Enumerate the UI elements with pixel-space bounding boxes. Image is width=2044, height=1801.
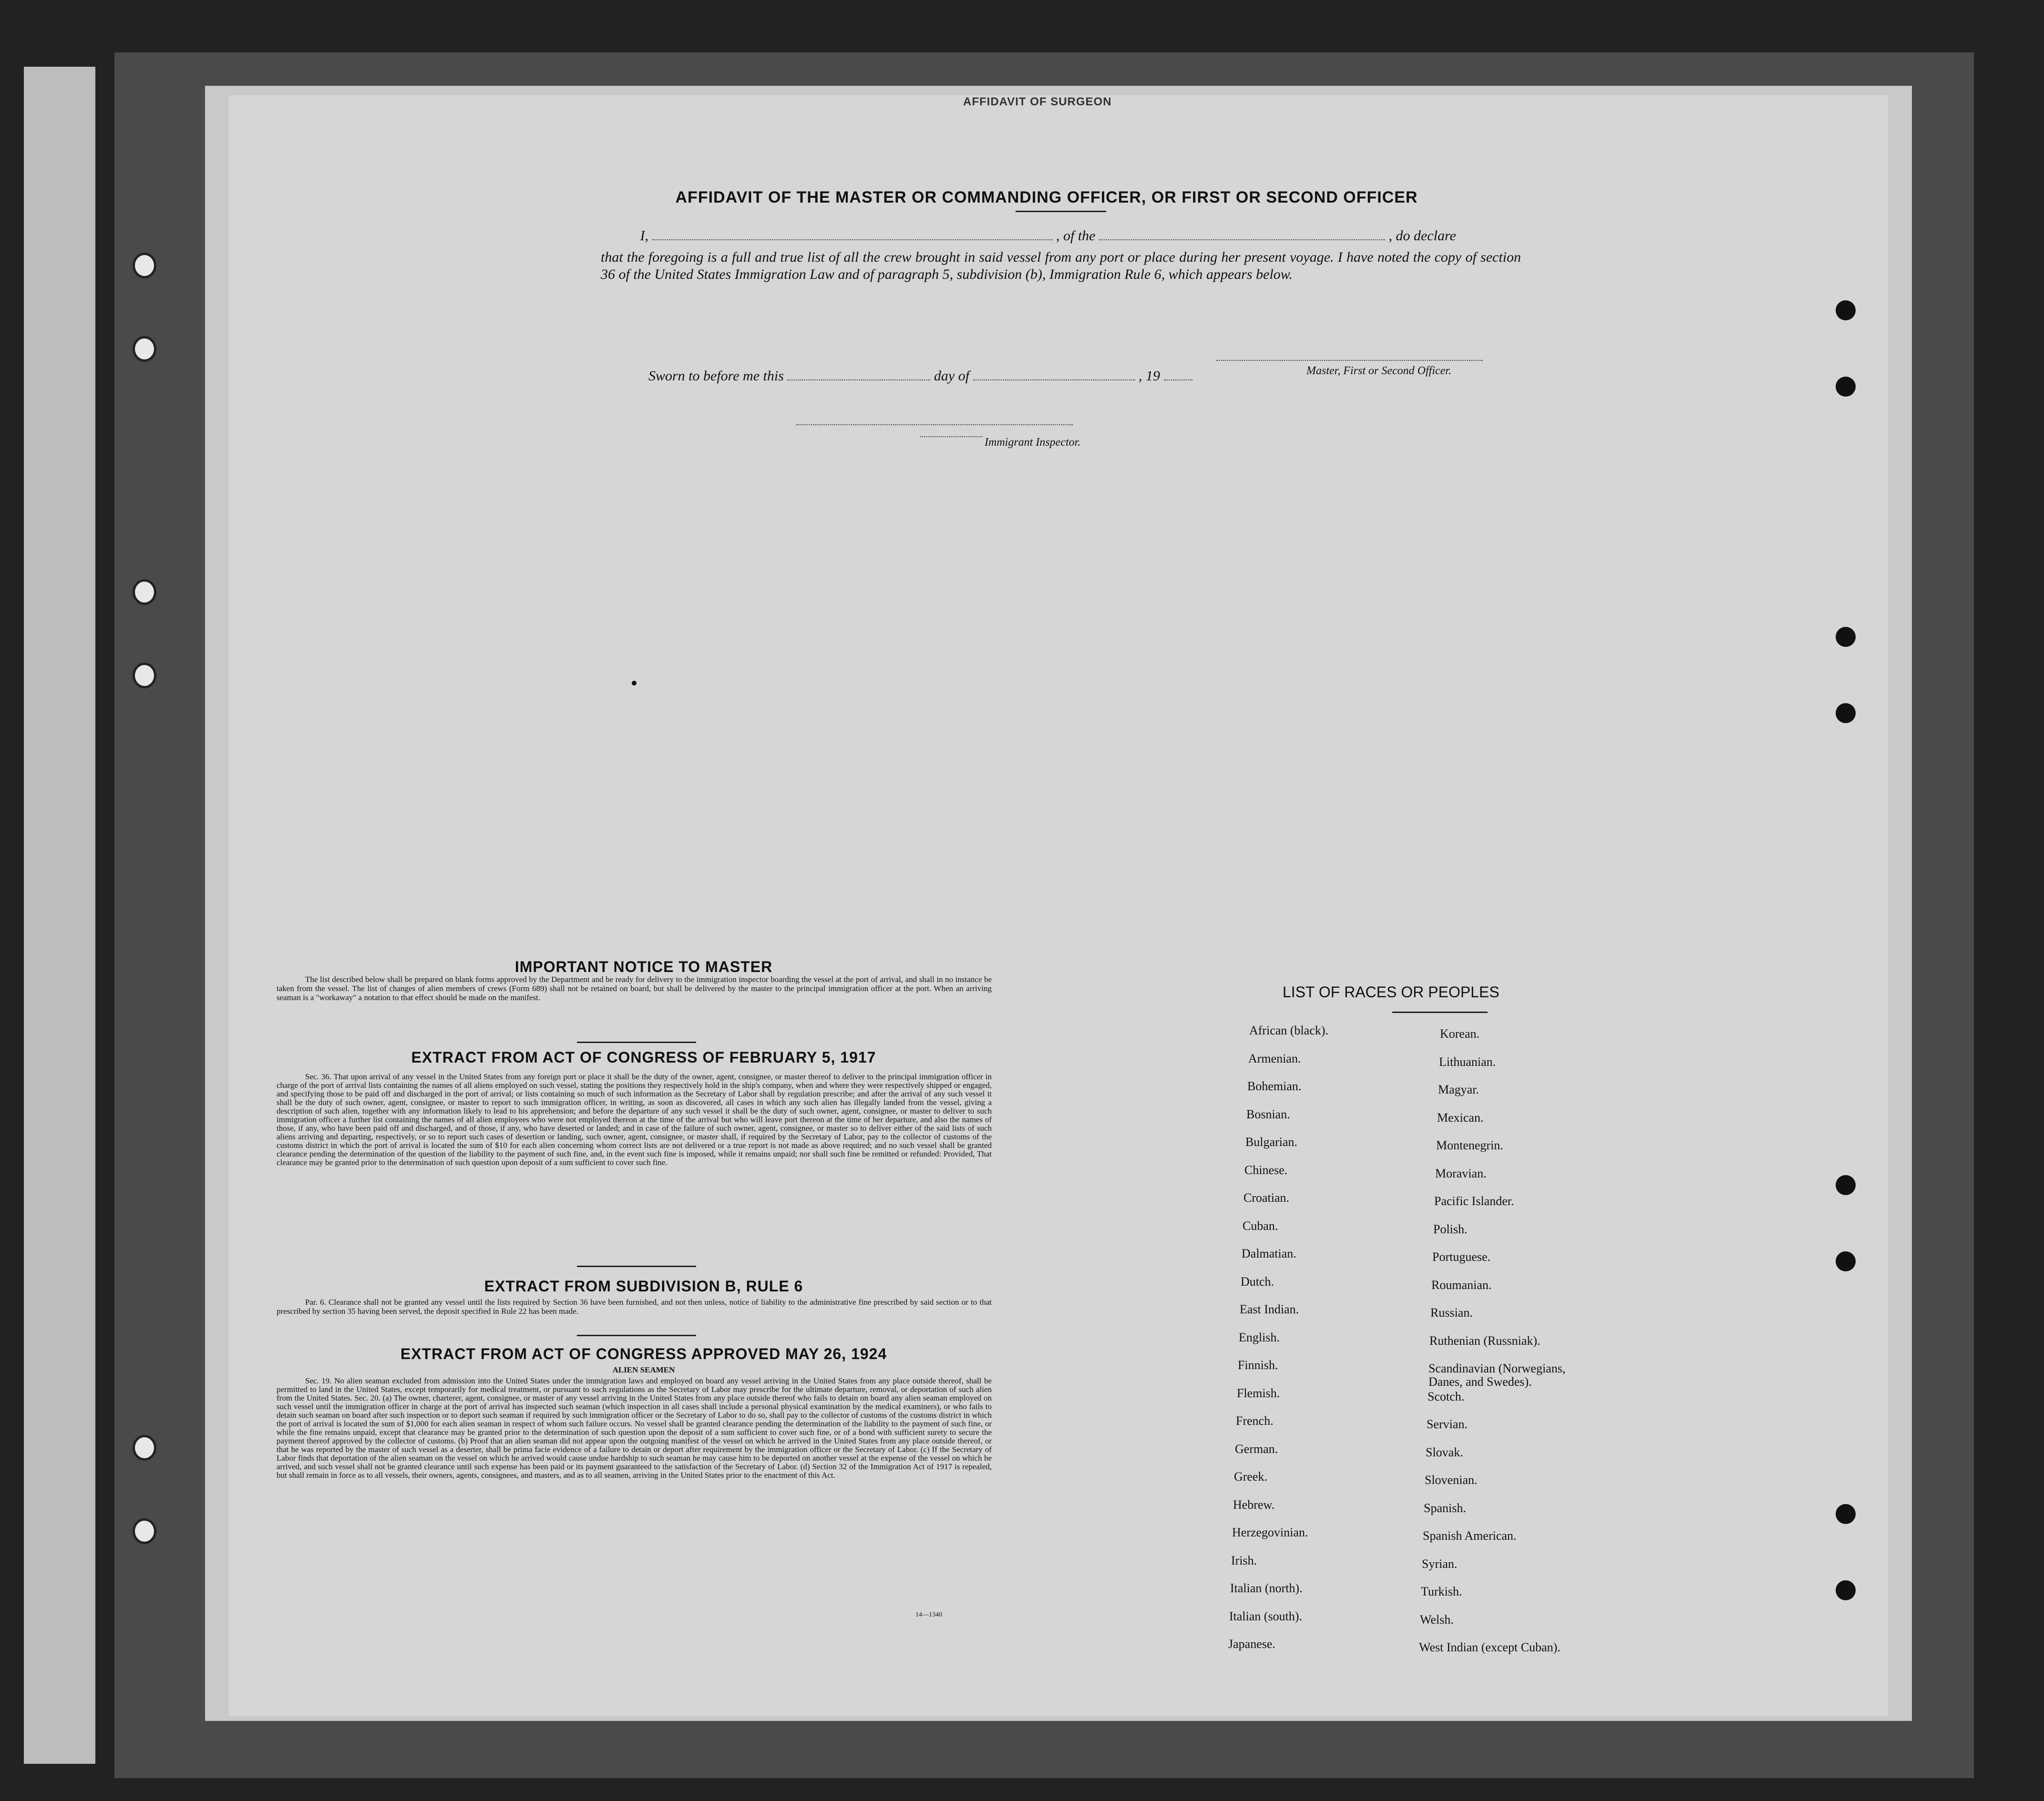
race-item: Magyar. (1438, 1083, 1479, 1096)
punch-hole (1836, 703, 1856, 723)
race-item: Ruthenian (Russniak). (1429, 1333, 1541, 1348)
extract-1924-text: Sec. 19. No alien seaman excluded from admission into the United States under the immigration laws and employed on board any vessel arriving in the United States from any place outside thereof, shall be permitted to land in the United States, except temporarily for medical treatment, or pursuant to such regulations as the Secretary of Labor may prescribe for the ultimate departure, removal, or deportation of such alien from the United States. Sec. 20. (a) The owner, charterer, agent, consignee, or master of any vessel arriving in the United States from any place outside thereof who fails to detain on board any alien seaman employed on such vessel until the immigration officer in charge at the port of arrival has inspected such seaman (which inspection in all cases shall include a personal physical examination by the medical examiners), or who fails to detain such seaman on board after such inspection or to deport such seaman if required by such immigration officer or the Secretary of Labor to do so, shall pay to the collector of customs of the customs district in which the port of arrival is located the sum of $1,000 for each alien seaman in respect of whom such failure occurs. No vessel shall be granted clearance pending the determination of the liability to the payment of such fine, or while the fine remains unpaid, except that clearance may be granted prior to the determination of such question upon the deposit of a sum sufficient to cover such fine, or of a bond with sufficient surety to secure the payment thereof approved by the collector of customs. (b) Proof that an alien seaman did not appear upon the outgoing manifest of the vessel on which he arrived in the United States from any place outside thereof, or that he was reported by the master of such vessel as a deserter, shall be prima facie evidence of a failure to detain or deport after requirement by the immigration officer or the Secretary of Labor. (c) If the Secretary of Labor finds that deportation of the alien seaman on the vessel on which he arrived would cause undue hardship to such seaman he may cause him to be deported on another vessel at the expense of the vessel on which he arrived, and such vessel shall not be granted clearance until such expense has been paid or its payment guaranteed to the satisfaction of the Secretary of Labor. (d) Section 32 of the Immigration Act of 1917 is repealed, but shall remain in force as to all vessels, their owners, agents, consignees, and masters, and as to all seamen, arriving in the United States prior to the enactment of this Act. (277, 1376, 992, 1480)
sworn-day-field[interactable] (787, 379, 930, 380)
punch-hole (1836, 1251, 1856, 1271)
race-item: Bosnian. (1246, 1107, 1290, 1121)
punch-hole (1836, 1504, 1856, 1524)
race-item: Slovak. (1426, 1445, 1463, 1459)
race-item: Greek. (1234, 1470, 1268, 1484)
name-field[interactable] (652, 239, 1053, 240)
master-signature-line[interactable] (1216, 360, 1483, 361)
sworn-prefix: Sworn to before me this (648, 368, 784, 384)
race-item: East Indian. (1240, 1302, 1299, 1316)
race-item: West Indian (except Cuban). (1419, 1640, 1561, 1654)
race-item: Armenian. (1248, 1051, 1301, 1065)
race-item: Scandinavian (Norwegians, Danes, and Swedes). (1428, 1361, 1566, 1389)
race-item: Pacific Islander. (1434, 1194, 1514, 1208)
race-item: Japanese. (1228, 1637, 1275, 1651)
extract-rule6-text: Par. 6. Clearance shall not be granted any vessel until the lists required by Section 36 have been furnished, and not then unless, notice of liability to the administrative fine prescribed by said section or to that prescribed by section 35 having been served, the deposit specified in Rule 22 has been made. (277, 1298, 992, 1316)
race-item: Bulgarian. (1245, 1135, 1298, 1149)
race-item: Hebrew. (1233, 1497, 1275, 1512)
race-item: Welsh. (1420, 1612, 1454, 1627)
punch-hole (1836, 1175, 1856, 1195)
inspector-caption: Immigrant Inspector. (985, 436, 1081, 449)
race-item: Turkish. (1421, 1585, 1462, 1598)
race-item: Bohemian. (1247, 1079, 1302, 1093)
race-item: English. (1239, 1330, 1280, 1344)
race-item: Cuban. (1243, 1218, 1278, 1233)
race-item: Syrian. (1422, 1556, 1458, 1571)
race-item: African (black). (1249, 1023, 1329, 1037)
heading-rule (1016, 211, 1106, 212)
form-number: 14—1340 (915, 1611, 942, 1618)
extract-1917-text: Sec. 36. That upon arrival of any vessel in the United States from any foreign port or place it shall be the duty of the owner, agent, consignee, or master thereof to deliver to the principal immigration officer in charge of the port of arrival lists containing the names of all aliens employed on such vessel, stating the positions they respectively hold in the ship's company, when and where they were respectively shipped or engaged, and specifying those to be paid off and discharged in the port of arrival; or lists containing so much of such information as the Secretary of Labor shall by regulation prescribe; and after the arrival of any such vessel it shall be the duty of such owner, agent, consignee, or master to report to such immigration officer, in writing, as soon as discovered, all cases in which any such alien has illegally landed from the vessel, giving a description of such alien, together with any information likely to lead to his apprehension; and before the departure of any such vessel it shall be the duty of such owner, agent, consignee, or master to deliver to such immigration officer a further list containing the names of all alien employees who were not employed thereon at the time of the arrival but who will leave port thereon at the time of her departure, and also the names of those, if any, who have been paid off and discharged, and of those, if any, who have deserted or landed; and in case of the failure of such owner, agent, consignee, or master so to deliver either of the said lists of such aliens arriving and departing, respectively, or so to report such cases of desertion or landing, such owner, agent, consignee, or master shall, if required by the Secretary of Labor, pay to the collector of customs of the customs district in which the port of arrival is located the sum of $10 for each alien concerning whom correct lists are not delivered or a true report is not made as above required; and no such vessel shall be granted clearance pending the determination of the question of the liability to the payment of such fine, and, in the event such fine is imposed, while it remains unpaid; nor shall such fine be remitted or refunded: Provided, That clearance may be granted prior to the determination of such question upon deposit of a sum sufficient to cover such fine. (277, 1072, 992, 1167)
master-caption: Master, First or Second Officer. (1306, 365, 1451, 377)
race-item: Moravian. (1435, 1166, 1487, 1180)
extract-1917-heading: EXTRACT FROM ACT OF CONGRESS OF FEBRUARY 5, 1917 (411, 1049, 876, 1066)
affidavit-heading: AFFIDAVIT OF THE MASTER OR COMMANDING OFFICER, OR FIRST OR SECOND OFFICER (675, 188, 1418, 206)
race-item: Montenegrin. (1436, 1138, 1503, 1152)
extract-1917-rule (577, 1266, 696, 1267)
inspector-signature-line[interactable] (796, 424, 1073, 425)
inspector-dots (920, 436, 982, 437)
race-item: Italian (north). (1230, 1581, 1303, 1595)
race-item: German. (1235, 1442, 1278, 1456)
race-item: Portuguese. (1432, 1250, 1491, 1264)
declaration-line (601, 228, 1521, 244)
vessel-field[interactable] (1099, 239, 1385, 240)
punch-hole (1836, 300, 1856, 320)
race-item: Servian. (1427, 1417, 1468, 1431)
punch-hole (1836, 377, 1856, 397)
race-item: Polish. (1433, 1222, 1468, 1236)
race-item: Roumanian. (1431, 1278, 1492, 1292)
sworn-year-label: , 19 (1139, 368, 1161, 384)
race-item: Scotch. (1428, 1389, 1465, 1403)
punch-hole (133, 663, 156, 688)
extract-rule6-rule (577, 1335, 696, 1336)
of-the-text: , of the (1056, 228, 1096, 244)
race-item: Herzegovinian. (1232, 1525, 1308, 1539)
race-item: Flemish. (1237, 1386, 1280, 1400)
extract-1924-subheading: ALIEN SEAMEN (612, 1365, 675, 1374)
race-item: Dalmatian. (1242, 1247, 1296, 1260)
affidavit-body: that the foregoing is a full and true list of all the crew brought in said vessel from any port or place during her present voyage. I have noted the copy of section 36 of the United States Immigration Law and of paragraph 5, subdivision (b), Immigration Rule 6, which appears below. (601, 249, 1521, 282)
races-heading: LIST OF RACES OR PEOPLES (1283, 983, 1500, 1001)
sworn-month-field[interactable] (973, 379, 1135, 380)
extract-1924-heading: EXTRACT FROM ACT OF CONGRESS APPROVED MAY 26, 1924 (400, 1345, 887, 1362)
race-item: Spanish. (1424, 1501, 1466, 1515)
sworn-line (648, 368, 1192, 384)
punch-hole (133, 1518, 156, 1544)
punch-hole (1836, 1580, 1856, 1600)
extract-rule6-heading: EXTRACT FROM SUBDIVISION B, RULE 6 (484, 1278, 803, 1295)
notice-heading: IMPORTANT NOTICE TO MASTER (514, 958, 773, 975)
notice-text: The list described below shall be prepared on blank forms approved by the Department and be ready for delivery to the immigration inspector boarding the vessel at the port of arrival, and shall in no instance be taken from the vessel. The list of changes of alien members of crews (Form 689) shall not be retained on board, but shall be delivered by the master to the principal immigration officer at the port. When an arriving seaman is a "workaway" a notation to that effect should be made on the manifest. (277, 975, 992, 1002)
race-item: Mexican. (1437, 1110, 1484, 1125)
race-item: French. (1236, 1414, 1274, 1428)
race-item: Finnish. (1238, 1358, 1278, 1372)
sworn-year-field[interactable] (1164, 379, 1192, 380)
race-item: Croatian. (1243, 1191, 1290, 1205)
race-item: Spanish American. (1423, 1529, 1517, 1543)
punch-hole (133, 253, 156, 278)
race-item: Dutch. (1241, 1274, 1274, 1289)
race-item: Italian (south). (1229, 1609, 1303, 1623)
sworn-day-label: day of (934, 368, 970, 384)
declare-text: , do declare (1388, 228, 1456, 244)
punch-hole (133, 336, 156, 362)
race-item: Irish. (1231, 1553, 1257, 1567)
race-item: Russian. (1430, 1306, 1473, 1320)
race-item: Korean. (1440, 1027, 1480, 1041)
ink-spot (632, 681, 637, 686)
declare-i: I, (640, 228, 648, 244)
punch-hole (133, 579, 156, 605)
notice-rule (577, 1042, 696, 1043)
race-item: Lithuanian. (1439, 1054, 1496, 1069)
punch-hole (1836, 627, 1856, 647)
stamp-text: AFFIDAVIT OF SURGEON (963, 95, 1112, 108)
race-item: Chinese. (1244, 1163, 1288, 1177)
race-item: Slovenian. (1425, 1473, 1478, 1487)
races-rule (1392, 1012, 1488, 1013)
punch-hole (133, 1435, 156, 1461)
underlying-page-left (24, 67, 95, 1764)
